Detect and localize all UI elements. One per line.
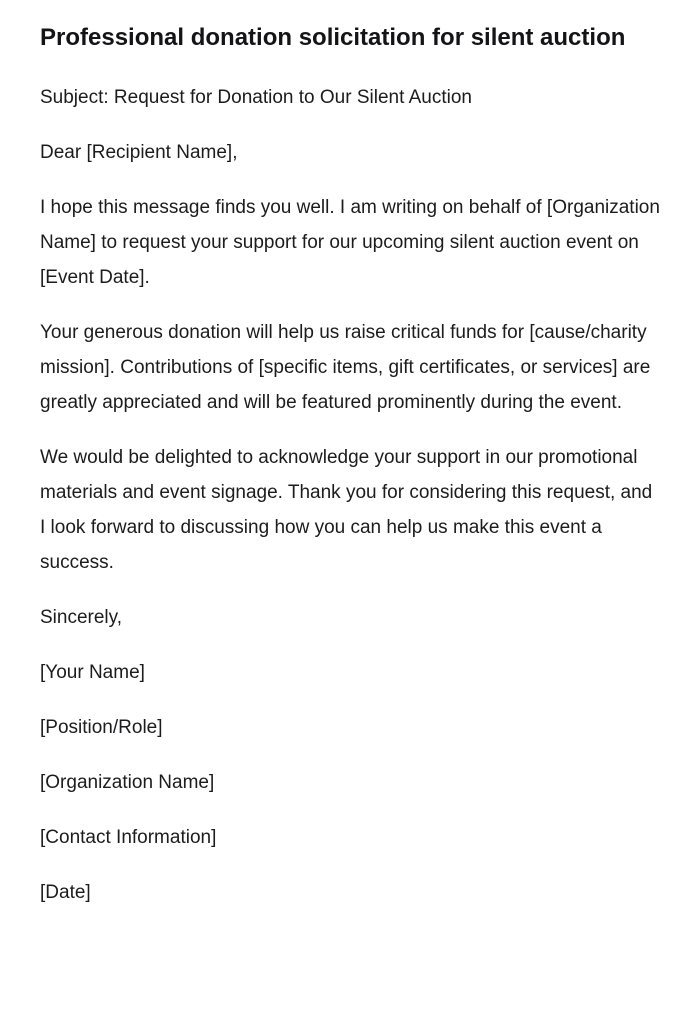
body-paragraph: I hope this message finds you well. I am writing on behalf of [Organization Name] to request your support for our upcoming silent auction event on [Event Date]. <box>40 197 660 288</box>
signature-line-date: [Date] <box>40 882 91 903</box>
salutation: Dear [Recipient Name], <box>40 142 238 163</box>
signature-line-contact-information: [Contact Information] <box>40 827 217 848</box>
closing: Sincerely, <box>40 607 123 628</box>
body-paragraph: We would be delighted to acknowledge your support in our promotional materials and event signage. Thank you for considering this request, and I look forward to discussing how you can help us make this event a success. <box>40 447 653 573</box>
subject-line: Subject: Request for Donation to Our Silent Auction <box>40 87 472 108</box>
signature-line-organization-name: [Organization Name] <box>40 772 215 793</box>
page-title: Professional donation solicitation for silent auction <box>40 24 626 51</box>
signature-line-position-role: [Position/Role] <box>40 717 163 738</box>
body-paragraph: Your generous donation will help us raise critical funds for [cause/charity mission]. Contributions of [specific items, gift certificates, or services] are greatly appreciated and will be featured prominently during the event. <box>40 322 651 413</box>
signature-line-your-name: [Your Name] <box>40 662 145 683</box>
